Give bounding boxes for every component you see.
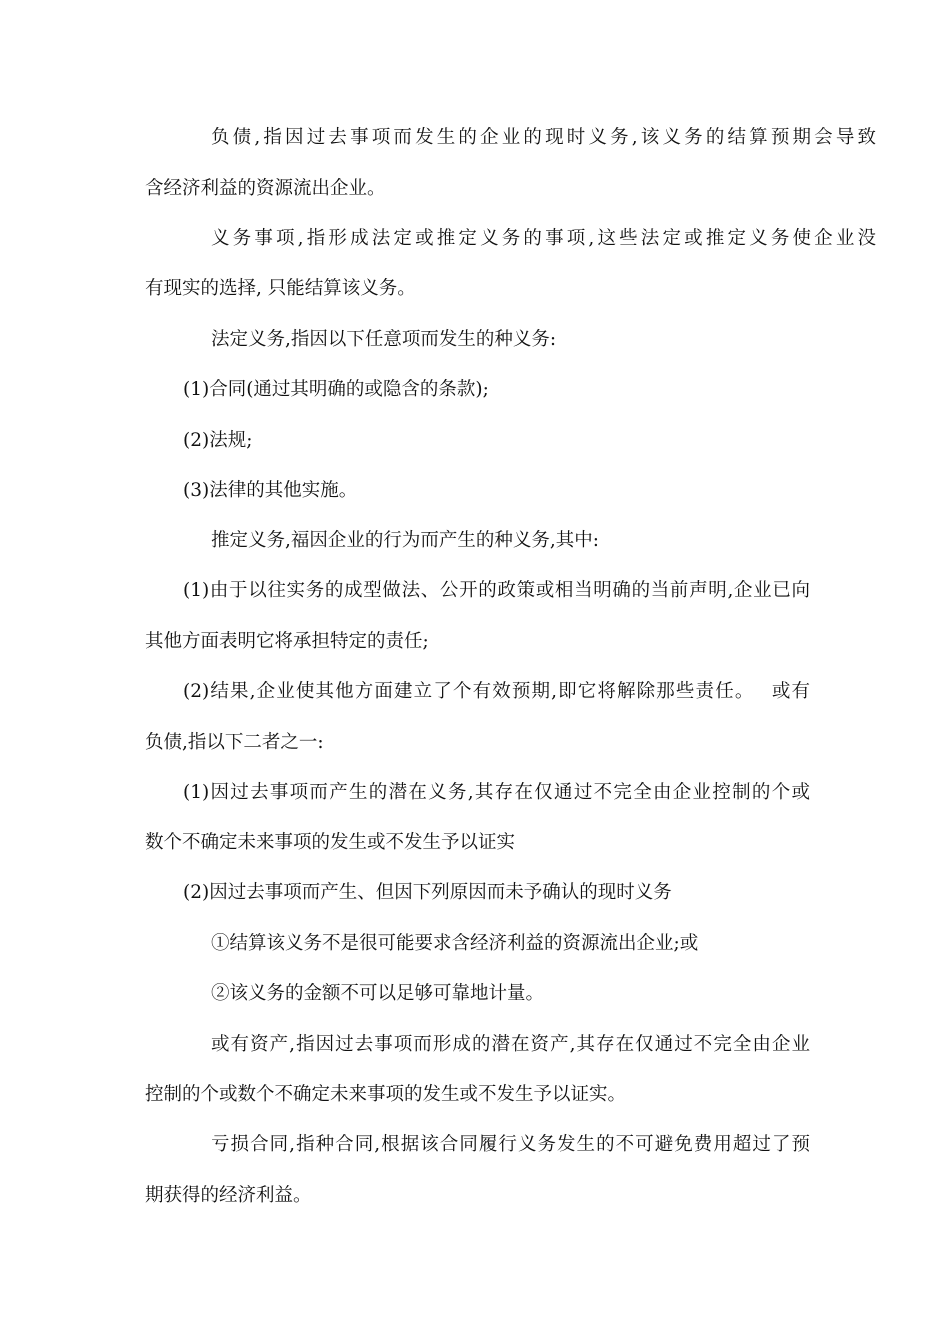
- paragraph-legal-obligation: 法定义务,指因以下任意项而发生的种义务:: [211, 329, 557, 350]
- paragraph-obligating-event-line-2: 有现实的选择, 只能结算该义务。: [145, 278, 416, 299]
- paragraph-constructive-obligation: 推定义务,福因企业的行为而产生的种义务,其中:: [211, 530, 599, 551]
- paragraph-contingent-asset-line-1: 或有资产,指因过去事项而形成的潜在资产,其存在仅通过不完全由企业: [211, 1034, 810, 1055]
- paragraph-liability-line-1: 负债,指因过去事项而发生的企业的现时义务,该义务的结算预期会导致: [211, 127, 876, 148]
- list-item-law: (3)法律的其他实施。: [183, 480, 358, 501]
- list-item-contract: (1)合同(通过其明确的或隐含的条款);: [183, 379, 489, 400]
- paragraph-onerous-contract-line-1: 亏损合同,指种合同,根据该合同履行义务发生的不可避免费用超过了预: [211, 1134, 810, 1155]
- paragraph-contingent-asset-line-2: 控制的个或数个不确定未来事项的发生或不发生予以证实。: [145, 1084, 627, 1105]
- list-item-regulation: (2)法规;: [183, 430, 253, 451]
- list-item-past-practice-line-1: (1)由于以往实务的成型做法、公开的政策或相当明确的当前声明,企业已向: [183, 580, 810, 601]
- sub-item-amount-not-measurable: ②该义务的金额不可以足够可靠地计量。: [211, 983, 545, 1004]
- paragraph-onerous-contract-line-2: 期获得的经济利益。: [145, 1185, 312, 1206]
- list-item-possible-obligation-line-2: 数个不确定未来事项的发生或不发生予以证实: [145, 832, 516, 853]
- list-item-present-obligation: (2)因过去事项而产生、但因下列原因而未予确认的现时义务: [183, 882, 672, 903]
- paragraph-contingent-liability: 负债,指以下二者之一:: [145, 732, 324, 753]
- list-item-past-practice-line-2: 其他方面表明它将承担特定的责任;: [145, 631, 429, 652]
- sub-item-outflow-not-probable: ①结算该义务不是很可能要求含经济利益的资源流出企业;或: [211, 933, 699, 954]
- list-item-valid-expectation-line-1: (2)结果,企业使其他方面建立了个有效预期,即它将解除那些责任。 或有: [183, 681, 810, 702]
- paragraph-liability-line-2: 含经济利益的资源流出企业。: [145, 178, 386, 199]
- list-item-possible-obligation-line-1: (1)因过去事项而产生的潜在义务,其存在仅通过不完全由企业控制的个或: [183, 782, 810, 803]
- paragraph-obligating-event-line-1: 义务事项,指形成法定或推定义务的事项,这些法定或推定义务使企业没: [211, 228, 876, 249]
